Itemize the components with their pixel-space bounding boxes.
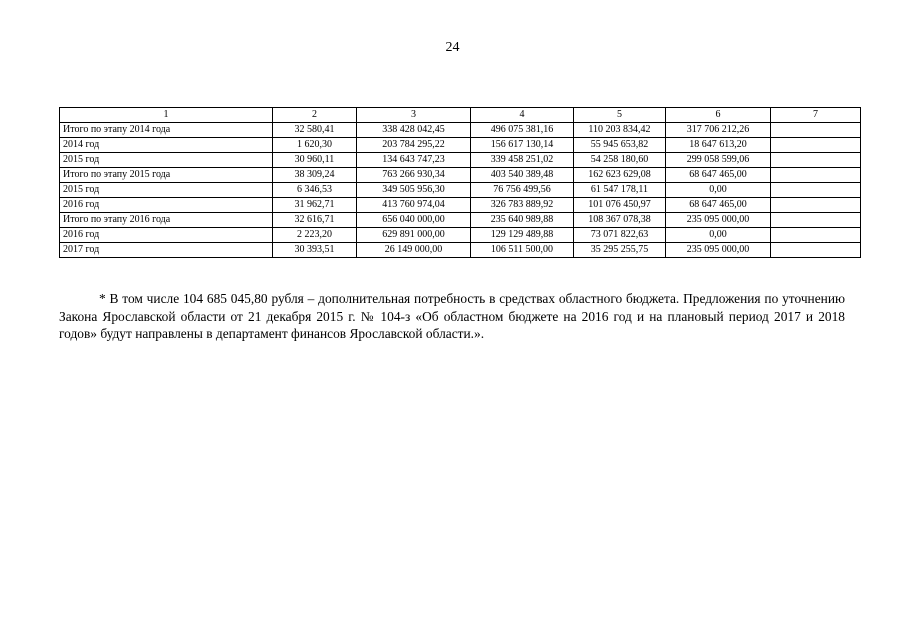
- table-cell: 299 058 599,06: [666, 153, 771, 168]
- table-cell: 235 640 989,88: [471, 213, 574, 228]
- table-cell: 108 367 078,38: [574, 213, 666, 228]
- table-cell: 2 223,20: [273, 228, 357, 243]
- table-cell: 413 760 974,04: [357, 198, 471, 213]
- table-cell: 35 295 255,75: [574, 243, 666, 258]
- budget-table: [59, 107, 861, 258]
- table-cell: 101 076 450,97: [574, 198, 666, 213]
- table-cell: 54 258 180,60: [574, 153, 666, 168]
- column-header: 5: [574, 108, 666, 123]
- row-label: 2015 год: [60, 153, 273, 168]
- column-header: 3: [357, 108, 471, 123]
- table-cell: 26 149 000,00: [357, 243, 471, 258]
- table-cell: [771, 138, 861, 153]
- table-row: [60, 243, 861, 258]
- footnote: [59, 290, 845, 343]
- table-row: [60, 168, 861, 183]
- table-cell: 68 647 465,00: [666, 168, 771, 183]
- table-row: [60, 198, 861, 213]
- table-cell: 763 266 930,34: [357, 168, 471, 183]
- table-cell: [771, 123, 861, 138]
- table-cell: 73 071 822,63: [574, 228, 666, 243]
- row-label: 2016 год: [60, 198, 273, 213]
- table-cell: [771, 183, 861, 198]
- table-cell: 6 346,53: [273, 183, 357, 198]
- table-cell: 68 647 465,00: [666, 198, 771, 213]
- row-label: Итого по этапу 2016 года: [60, 213, 273, 228]
- table-cell: 106 511 500,00: [471, 243, 574, 258]
- table-cell: 317 706 212,26: [666, 123, 771, 138]
- table-row: [60, 123, 861, 138]
- table-row: [60, 153, 861, 168]
- table-cell: 338 428 042,45: [357, 123, 471, 138]
- table-cell: 203 784 295,22: [357, 138, 471, 153]
- table-cell: 235 095 000,00: [666, 213, 771, 228]
- table-row: [60, 138, 861, 153]
- table-header-row: [60, 108, 861, 123]
- table-cell: 496 075 381,16: [471, 123, 574, 138]
- row-label: 2015 год: [60, 183, 273, 198]
- table-cell: [771, 168, 861, 183]
- column-header: 7: [771, 108, 861, 123]
- table-cell: 326 783 889,92: [471, 198, 574, 213]
- row-label: 2016 год: [60, 228, 273, 243]
- table-cell: 110 203 834,42: [574, 123, 666, 138]
- table-cell: [771, 213, 861, 228]
- table-cell: 76 756 499,56: [471, 183, 574, 198]
- table-cell: [771, 198, 861, 213]
- table-row: [60, 183, 861, 198]
- table-cell: 0,00: [666, 183, 771, 198]
- column-header: 4: [471, 108, 574, 123]
- table-cell: 55 945 653,82: [574, 138, 666, 153]
- table-cell: 349 505 956,30: [357, 183, 471, 198]
- table-cell: 61 547 178,11: [574, 183, 666, 198]
- table-row: [60, 213, 861, 228]
- column-header: 6: [666, 108, 771, 123]
- table-cell: 30 960,11: [273, 153, 357, 168]
- column-header: 2: [273, 108, 357, 123]
- table-cell: 30 393,51: [273, 243, 357, 258]
- table-cell: 235 095 000,00: [666, 243, 771, 258]
- table-cell: 403 540 389,48: [471, 168, 574, 183]
- table-cell: 134 643 747,23: [357, 153, 471, 168]
- table-cell: [771, 243, 861, 258]
- table-cell: 339 458 251,02: [471, 153, 574, 168]
- table-cell: 32 580,41: [273, 123, 357, 138]
- row-label: Итого по этапу 2014 года: [60, 123, 273, 138]
- footnote-text: * В том числе 104 685 045,80 рубля – дополнительная потребность в средствах областного бюджета. Предложения по уточнению Закона Ярославской области от 21 декабря 2015 г. № 104-з «Об областном бюджете на 2016 год и на плановый период 2017 и 2018 годов» будут направлены в департамент финансов Ярославской области.».: [59, 291, 845, 341]
- page-number: 24: [445, 40, 460, 55]
- table-cell: 38 309,24: [273, 168, 357, 183]
- table-cell: 129 129 489,88: [471, 228, 574, 243]
- table-cell: 162 623 629,08: [574, 168, 666, 183]
- table-row: [60, 228, 861, 243]
- table-cell: [771, 153, 861, 168]
- table-cell: 1 620,30: [273, 138, 357, 153]
- table-cell: 656 040 000,00: [357, 213, 471, 228]
- table-cell: 629 891 000,00: [357, 228, 471, 243]
- row-label: 2014 год: [60, 138, 273, 153]
- table-cell: 31 962,71: [273, 198, 357, 213]
- table-cell: 18 647 613,20: [666, 138, 771, 153]
- row-label: Итого по этапу 2015 года: [60, 168, 273, 183]
- table-cell: 156 617 130,14: [471, 138, 574, 153]
- table-cell: 0,00: [666, 228, 771, 243]
- table-cell: [771, 228, 861, 243]
- table-cell: 32 616,71: [273, 213, 357, 228]
- column-header: 1: [60, 108, 273, 123]
- row-label: 2017 год: [60, 243, 273, 258]
